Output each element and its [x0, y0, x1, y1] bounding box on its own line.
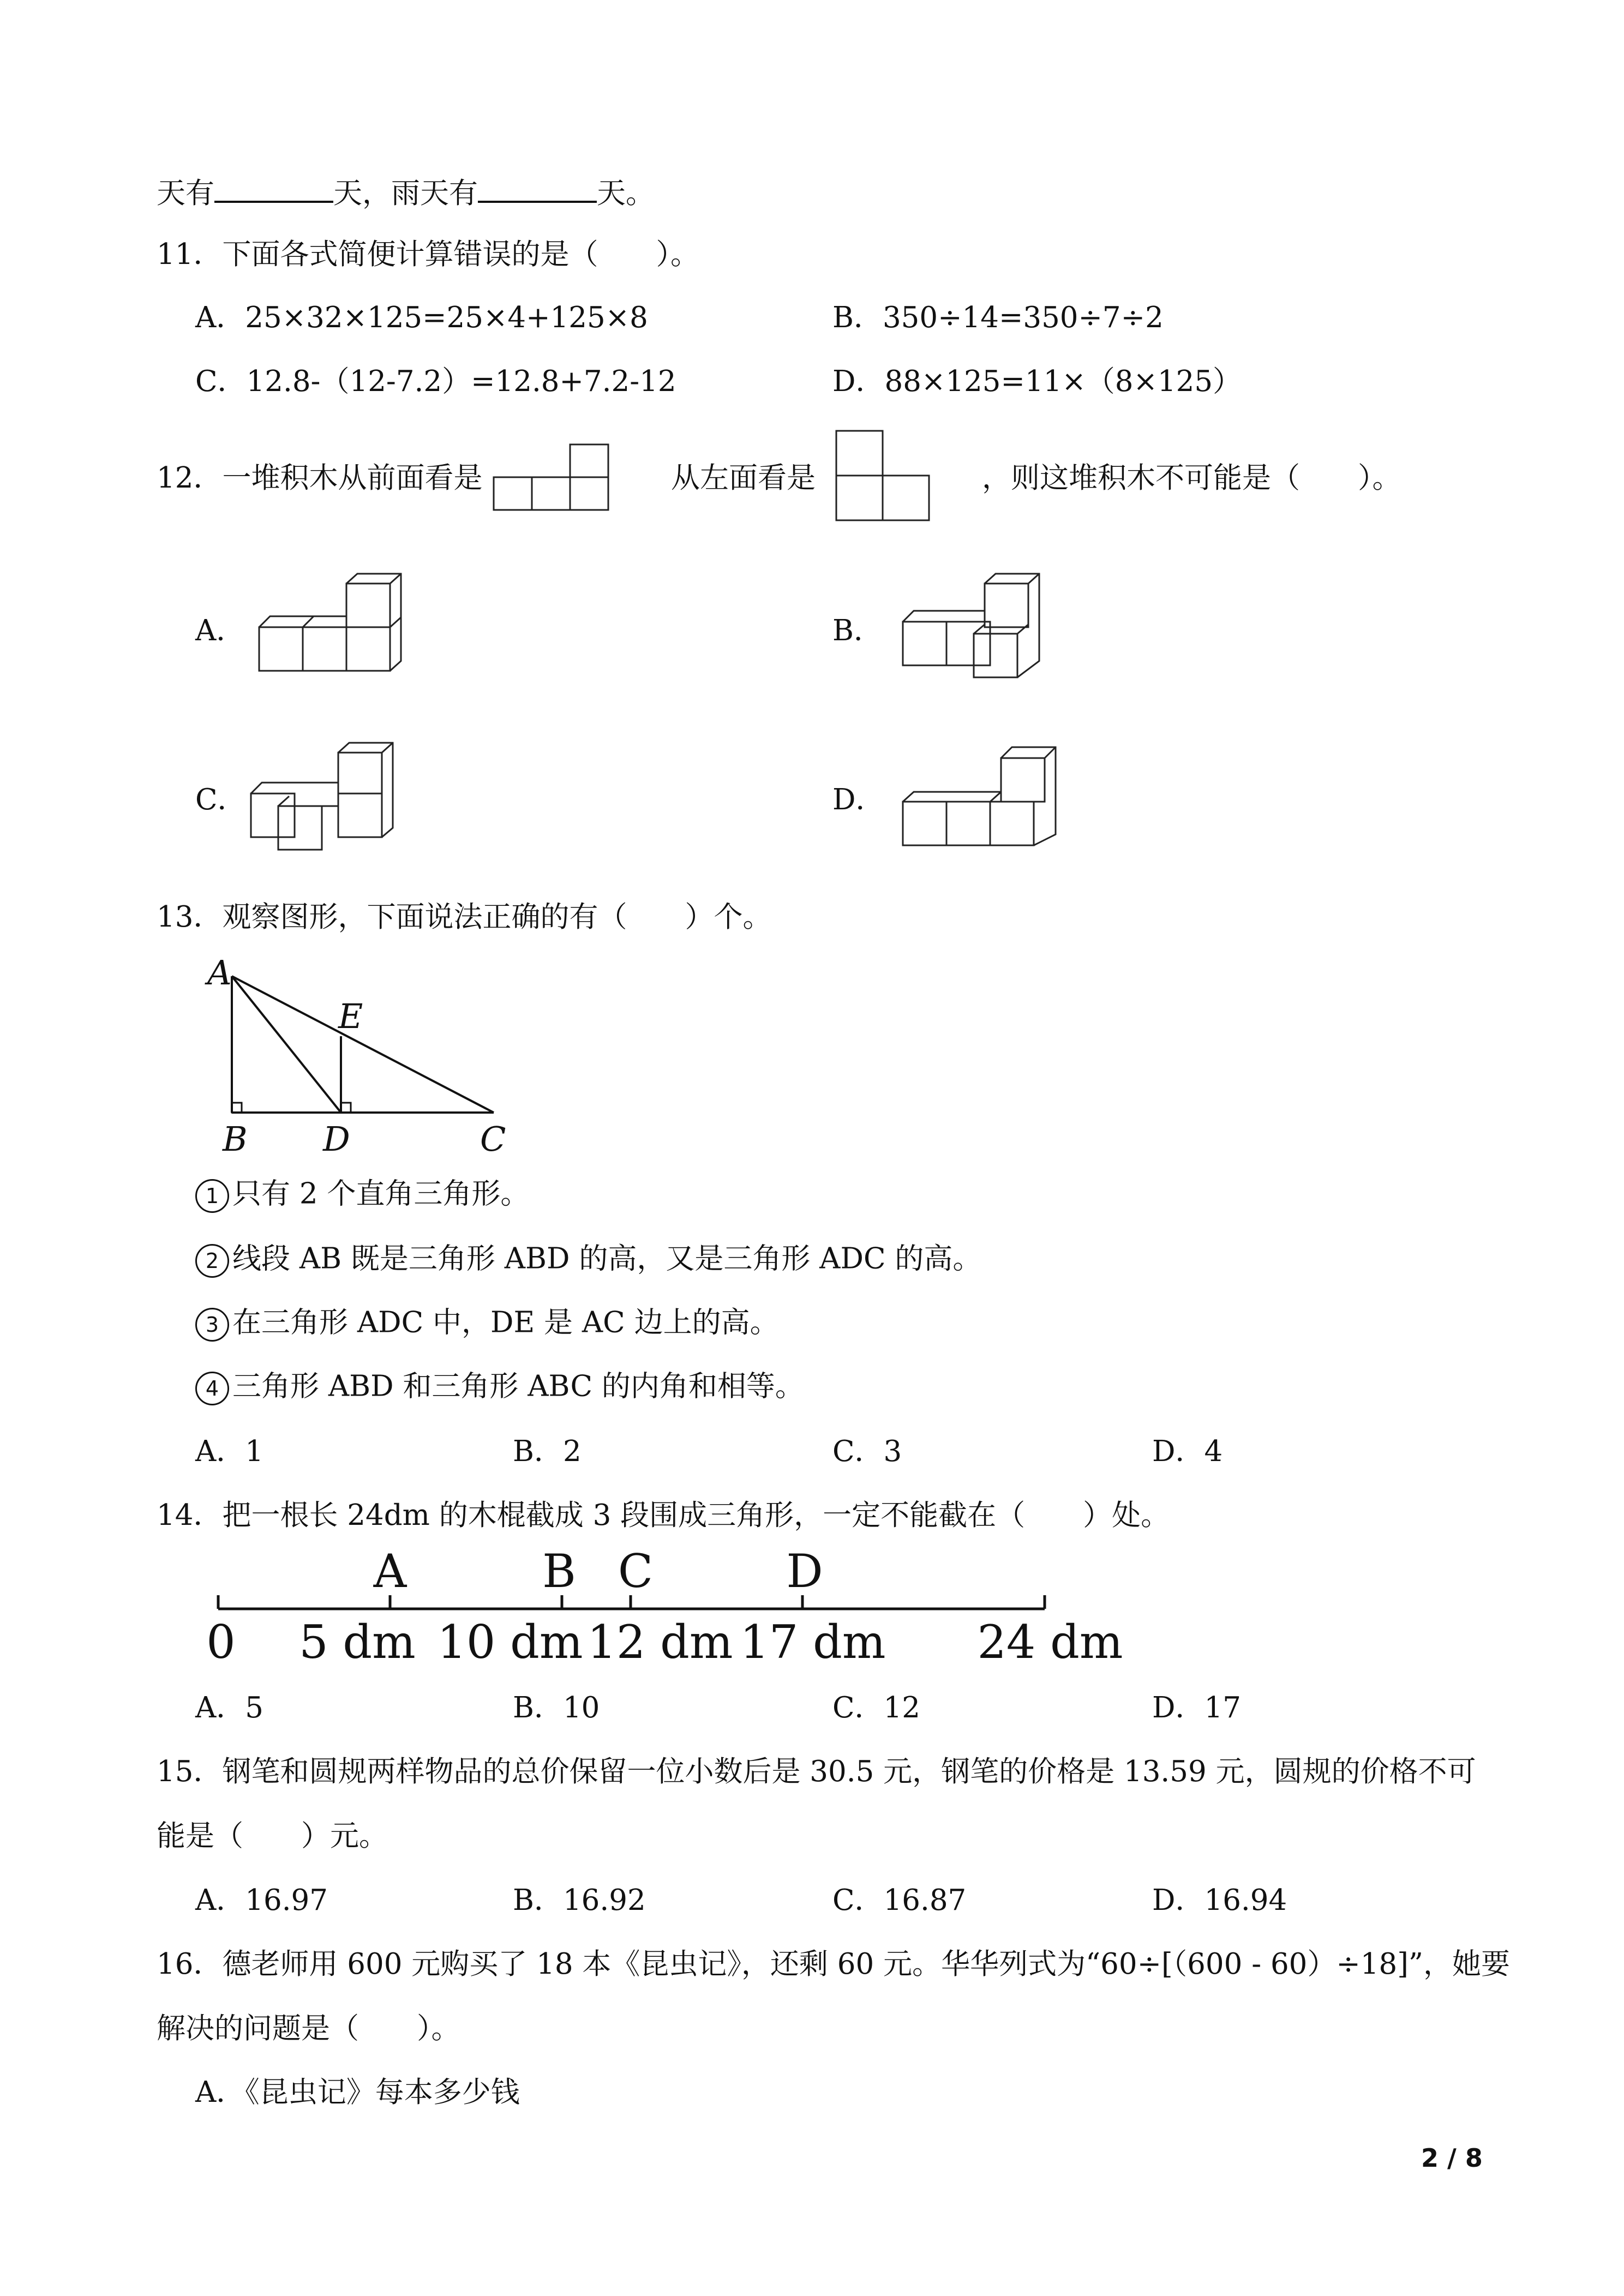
left-view-figure [834, 428, 932, 524]
q12-option-c[interactable]: C． [195, 783, 247, 816]
q12-option-a[interactable]: A． [195, 614, 245, 647]
tick-12: 12 dm [587, 1615, 733, 1669]
point-d: D [786, 1544, 823, 1598]
answer-blank[interactable] [214, 176, 333, 203]
tick-10: 10 dm [437, 1615, 583, 1669]
q15-option-d[interactable]: D．16.94 [1152, 1884, 1287, 1917]
point-b: B [542, 1544, 576, 1598]
label-a: A [207, 953, 232, 993]
triangle-figure [202, 954, 529, 1162]
q14-option-a[interactable]: A．5 [195, 1691, 263, 1724]
number-line [202, 1544, 1129, 1685]
question-15-line1: 15．钢笔和圆规两样物品的总价保留一位小数后是 30.5 元，钢笔的价格是 13.59 元，圆规的价格不可 [157, 1755, 1476, 1788]
statement-3: 3 在三角形 ADC 中，DE 是 AC 边上的高。 [195, 1308, 779, 1342]
q12-option-d[interactable]: D． [832, 783, 885, 816]
q14-option-c[interactable]: C．12 [832, 1691, 920, 1724]
q13-option-a[interactable]: A．1 [195, 1435, 263, 1468]
page-number: 2 / 8 [1421, 2143, 1483, 2173]
q11-option-b[interactable]: B．350÷14=350÷7÷2 [832, 301, 1164, 334]
q14-option-b[interactable]: B．10 [513, 1691, 600, 1724]
q15-option-a[interactable]: A．16.97 [195, 1884, 328, 1917]
question-11-stem: 11．下面各式简便计算错误的是（ ）。 [157, 238, 699, 271]
q12-option-b-blocks [900, 573, 1053, 682]
tick-5: 5 dm [299, 1615, 416, 1669]
q14-option-d[interactable]: D．17 [1152, 1691, 1241, 1724]
q11-option-a[interactable]: A．25×32×125=25×4+125×8 [195, 301, 648, 334]
q13-option-b[interactable]: B．2 [513, 1435, 582, 1468]
label-e: E [338, 996, 363, 1036]
tick-24: 24 dm [977, 1615, 1123, 1669]
q15-option-c[interactable]: C．16.87 [832, 1884, 967, 1917]
question-12-part3: ，则这堆积木不可能是（ ）。 [982, 461, 1401, 495]
q12-option-c-blocks [248, 742, 401, 851]
tick-17: 17 dm [740, 1615, 886, 1669]
tick-0: 0 [206, 1615, 236, 1669]
q11-option-d[interactable]: D．88×125=11×（8×125） [832, 365, 1242, 398]
q13-option-c[interactable]: C．3 [832, 1435, 902, 1468]
answer-blank[interactable] [478, 176, 597, 203]
statement-1: 1 只有 2 个直角三角形。 [195, 1179, 529, 1213]
q12-option-a-blocks [256, 573, 409, 676]
point-c: C [618, 1544, 654, 1598]
label-c: C [480, 1119, 506, 1159]
front-view-figure [491, 436, 611, 513]
q11-option-c[interactable]: C．12.8-（12-7.2）=12.8+7.2-12 [195, 365, 676, 398]
question-14-stem: 14．把一根长 24dm 的木棍截成 3 段围成三角形，一定不能截在（ ）处。 [157, 1499, 1170, 1532]
question-16-line2: 解决的问题是（ ）。 [157, 2012, 460, 2045]
q12-option-b[interactable]: B． [832, 614, 883, 647]
q13-option-d[interactable]: D．4 [1152, 1435, 1223, 1468]
label-b: B [223, 1119, 248, 1159]
point-a: A [373, 1544, 407, 1598]
question-15-line2: 能是（ ）元。 [157, 1819, 388, 1853]
question-12-part2: 从左面看是 [671, 461, 816, 495]
q12-option-d-blocks [900, 742, 1075, 851]
statement-4: 4 三角形 ABD 和三角形 ABC 的内角和相等。 [195, 1372, 804, 1405]
answer-line: 天有 天，雨天有 天。 [157, 177, 655, 210]
question-13-stem: 13．观察图形，下面说法正确的有（ ）个。 [157, 900, 772, 934]
statement-2: 2 线段 AB 既是三角形 ABD 的高，又是三角形 ADC 的高。 [195, 1244, 981, 1278]
q16-option-a[interactable]: A．《昆虫记》每本多少钱 [195, 2076, 520, 2109]
question-16-line1: 16．德老师用 600 元购买了 18 本《昆虫记》，还剩 60 元。华华列式为“60÷[（600 - 60）÷18]”，她要 [157, 1948, 1511, 1981]
question-12-part1: 12．一堆积木从前面看是 [157, 461, 483, 495]
label-d: D [323, 1119, 350, 1159]
q15-option-b[interactable]: B．16.92 [513, 1884, 646, 1917]
